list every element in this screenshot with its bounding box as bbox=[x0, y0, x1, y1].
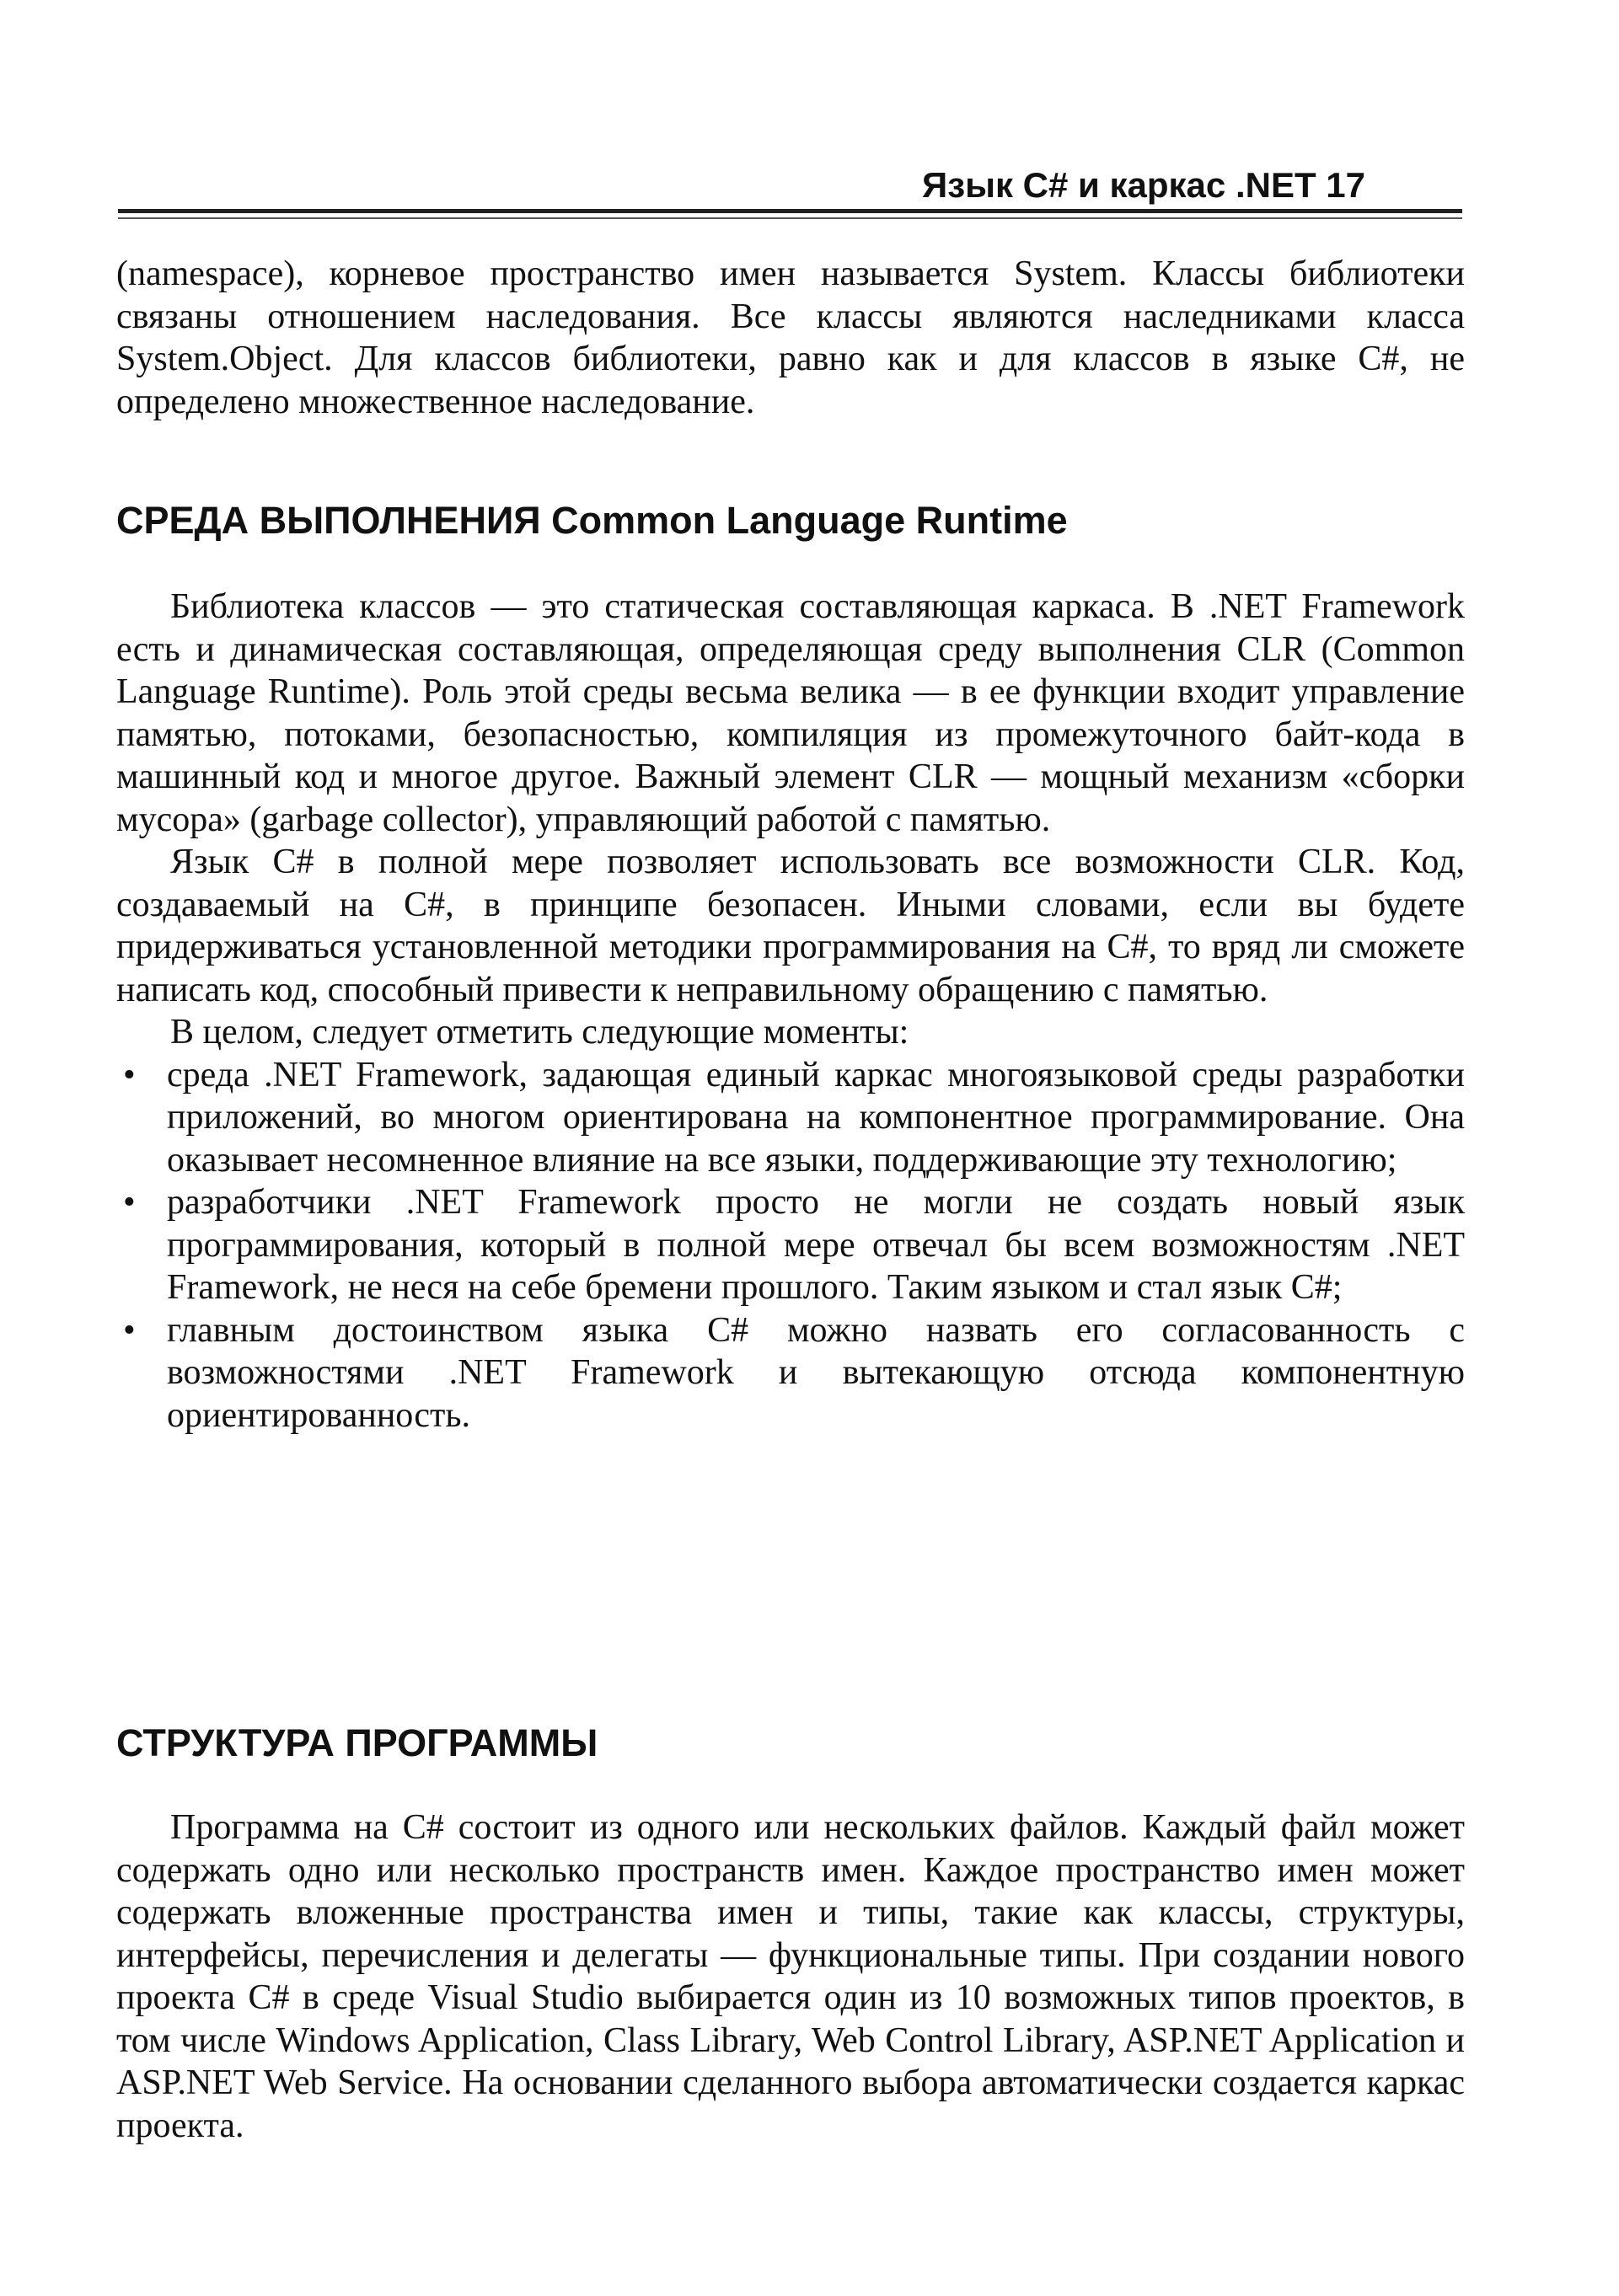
structure-paragraph: Программа на C# состоит из одного или нескольких файлов. Каждый файл может содержать одно или несколько пространств имен. Каждое пространство имен может содержать вложенные пространства имен и типы, такие как классы, структуры, интерфейсы, перечисления и делегаты — функциональные типы. При создании нового проекта C# в среде Visual Studio выбирается один из 10 возможных типов проектов, в том числе Windows Application, Class Library, Web Control Library, ASP.NET Application и ASP.NET Web Service. На основании сделанного выбора автоматически создается каркас проекта. bbox=[116, 1808, 1465, 2145]
intro-paragraph: (namespace), корневое пространство имен называется System. Классы библиотеки связаны отношением наследования. Все классы являются наследниками класса System.Object. Для классов библиотеки, равно как и для классов в языке C#, не определено множественное наследование. bbox=[116, 254, 1465, 421]
section-heading-structure: СТРУКТУРА ПРОГРАММЫ bbox=[116, 1721, 598, 1764]
section-clr-body bbox=[116, 586, 1465, 1437]
header-rule-thin bbox=[118, 217, 1462, 219]
bullet-text: главным достоинством языка C# можно назвать его согласованность с возможностями .NET Framework и вытекающую отсюда компонентную ориентированность. bbox=[167, 1310, 1465, 1435]
bullet-item bbox=[116, 1309, 1465, 1437]
section-heading-clr: СРЕДА ВЫПОЛНЕНИЯ Common Language Runtime bbox=[116, 499, 1068, 542]
clr-paragraph-1: Библиотека классов — это статическая составляющая каркаса. В .NET Framework есть и динамическая составляющая, определяющая среду выполнения CLR (Common Language Runtime). Роль этой среды весьма велика — в ее функции входит управление памятью, потоками, безопасностью, компиляция из промежуточного байт-кода в машинный код и многое другое. Важный элемент CLR — мощный механизм «сборки мусора» (garbage collector), управляющий работой с памятью. bbox=[116, 587, 1465, 839]
header-rule bbox=[118, 209, 1462, 213]
bullet-marker: • bbox=[123, 1310, 136, 1350]
clr-paragraph-3: В целом, следует отметить следующие моменты: bbox=[170, 1013, 909, 1052]
bullet-text: разработчики .NET Framework просто не могли не создать новый язык программирования, который в полной мере отвечал бы всем возможностям .NET Framework, не неся на себе бремени прошлого. Таким языком и стал язык C#; bbox=[167, 1183, 1465, 1307]
bullet-item bbox=[116, 1181, 1465, 1309]
bullet-marker: • bbox=[123, 1055, 136, 1094]
section-structure-body bbox=[116, 1806, 1465, 2147]
bullet-marker: • bbox=[123, 1183, 136, 1222]
running-header: Язык C# и каркас .NET 17 bbox=[922, 165, 1365, 205]
bullet-text: среда .NET Framework, задающая единый каркас многоязыковой среды разработки приложений, во многом ориентирована на компонентное программирование. Она оказывает несомненное влияние на все языки, поддерживающие эту технологию; bbox=[167, 1055, 1465, 1180]
bullet-item bbox=[116, 1054, 1465, 1182]
clr-bullet-list bbox=[116, 1054, 1465, 1437]
clr-paragraph-2: Язык C# в полной мере позволяет использовать все возможности CLR. Код, создаваемый на C#, в принципе безопасен. Иными словами, если вы будете придерживаться установленной методики программирования на C#, то вряд ли сможете написать код, способный привести к неправильному обращению с памятью. bbox=[116, 843, 1465, 1009]
intro-paragraph-block bbox=[116, 253, 1465, 423]
